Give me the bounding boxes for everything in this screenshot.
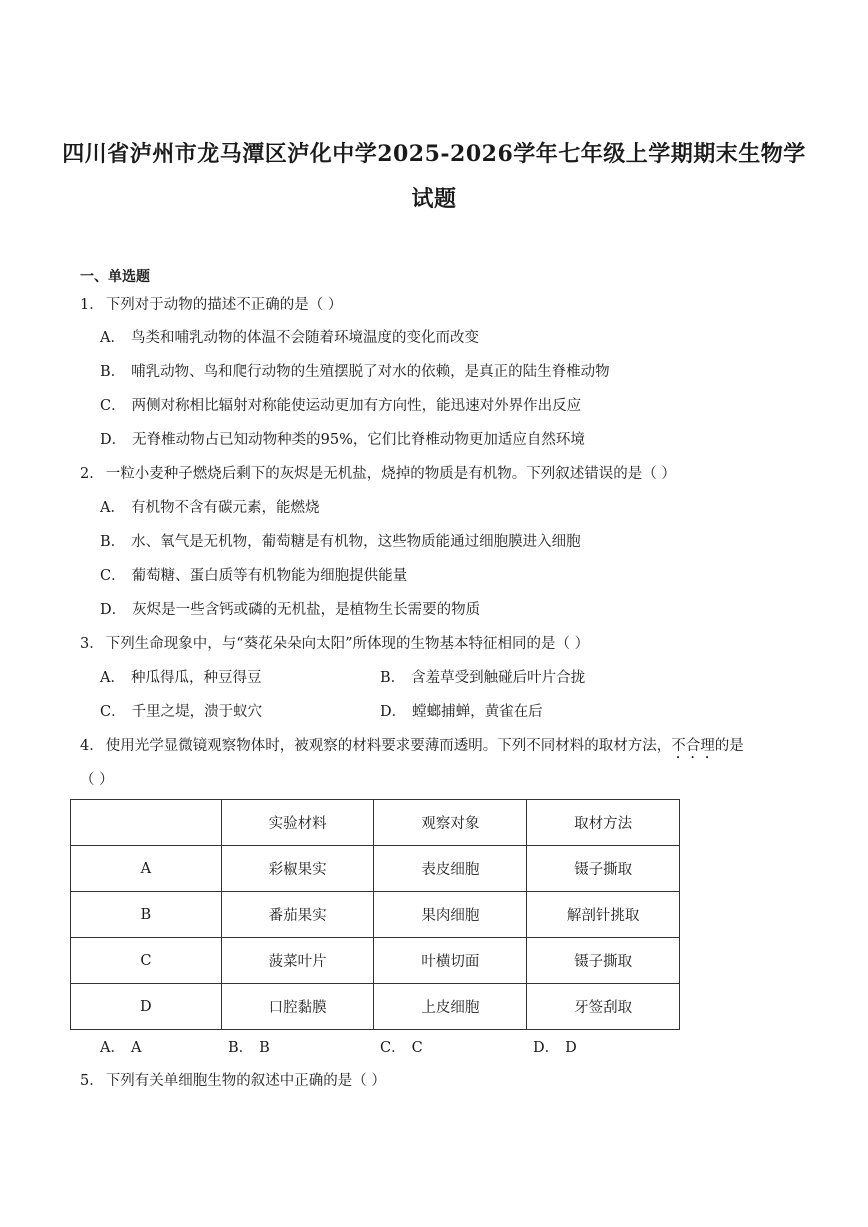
table-cell: 牙签刮取	[527, 984, 680, 1030]
table-cell: 果肉细胞	[374, 892, 527, 938]
option-text: 无脊椎动物占已知动物种类的95%，它们比脊椎动物更加适应自然环境	[132, 432, 585, 448]
option-text: 葡萄糖、蛋白质等有机物能为细胞提供能量	[131, 568, 408, 584]
question-1-option-d	[100, 430, 585, 450]
question-text: 下列生命现象中，与“葵花朵朵向太阳”所体现的生物基本特征相同的是（ ）	[105, 636, 590, 652]
question-2-option-b	[100, 532, 581, 552]
question-4-option-b	[228, 1038, 270, 1058]
table-cell: 解剖针挑取	[527, 892, 680, 938]
table-header-row	[71, 800, 680, 846]
table-cell: 口腔黏膜	[221, 984, 374, 1030]
question-2-option-c	[100, 566, 407, 586]
option-letter: C．	[100, 568, 126, 584]
option-text: B	[259, 1040, 270, 1056]
question-number: 1．	[80, 297, 104, 313]
option-letter: A．	[100, 330, 125, 346]
section-heading: 一、单选题	[80, 269, 150, 285]
question-number: 5．	[80, 1073, 104, 1089]
option-letter: A．	[100, 500, 125, 516]
question-4-stem	[80, 736, 744, 762]
option-letter: C．	[100, 398, 126, 414]
option-text: 灰烬是一些含钙或磷的无机盐，是植物生长需要的物质	[132, 602, 481, 618]
option-letter: A．	[100, 670, 125, 686]
question-number: 4．	[80, 738, 104, 754]
table-cell: 镊子撕取	[527, 938, 680, 984]
question-4-option-c	[380, 1038, 423, 1058]
option-letter: C．	[100, 704, 126, 720]
materials-table	[70, 799, 680, 1030]
option-text: D	[565, 1040, 577, 1056]
option-text: 种瓜得瓜，种豆得豆	[130, 670, 262, 686]
question-text: 下列对于动物的描述不正确的是（ ）	[105, 297, 343, 313]
table-header-cell: 取材方法	[527, 800, 680, 846]
question-2-option-d	[100, 600, 480, 620]
option-letter: B．	[380, 670, 406, 686]
question-4-option-a	[100, 1038, 141, 1058]
option-text: C	[411, 1040, 423, 1056]
table-row	[71, 846, 680, 892]
option-letter: D．	[100, 432, 127, 448]
option-letter: B．	[100, 364, 126, 380]
table-cell: C	[71, 938, 222, 984]
option-text: 螳螂捕蝉，黄雀在后	[412, 704, 543, 720]
table-header-cell: 观察对象	[374, 800, 527, 846]
table-cell: 彩椒果实	[221, 846, 374, 892]
question-1-option-b	[100, 362, 610, 382]
option-letter: D．	[533, 1040, 560, 1056]
option-letter: A．	[100, 1040, 125, 1056]
document-title-line1: 四川省泸州市龙马潭区泸化中学2025-2026学年七年级上学期期末生物学	[62, 141, 806, 167]
table-cell: 菠菜叶片	[221, 938, 374, 984]
question-3-option-d	[380, 702, 543, 722]
option-letter: C．	[380, 1040, 406, 1056]
table-row	[71, 984, 680, 1030]
question-5-stem	[80, 1071, 386, 1091]
question-3-option-b	[380, 668, 585, 688]
emphasized-text: 不合理	[671, 738, 715, 754]
table-row	[71, 892, 680, 938]
question-number: 3．	[80, 636, 104, 652]
table-cell: 镊子撕取	[527, 846, 680, 892]
question-3-stem	[80, 634, 589, 654]
option-text: 哺乳动物、鸟和爬行动物的生殖摆脱了对水的依赖，是真正的陆生脊椎动物	[131, 364, 610, 380]
table-cell: 叶横切面	[374, 938, 527, 984]
option-text: 含羞草受到触碰后叶片合拢	[411, 670, 586, 686]
question-1-option-a	[100, 328, 479, 348]
question-text-end: 的是	[714, 738, 744, 754]
question-text: 下列有关单细胞生物的叙述中正确的是（ ）	[105, 1073, 386, 1089]
option-text: 千里之堤，溃于蚁穴	[131, 704, 263, 720]
option-letter: D．	[100, 602, 127, 618]
option-text: 有机物不含有碳元素，能燃烧	[130, 500, 320, 516]
question-number: 2．	[80, 466, 104, 482]
question-3-option-a	[100, 668, 261, 688]
option-text: A	[130, 1040, 142, 1056]
option-letter: B．	[228, 1040, 254, 1056]
question-3-option-c	[100, 702, 262, 722]
table-cell: 上皮细胞	[374, 984, 527, 1030]
option-text: 两侧对称相比辐射对称能使运动更加有方向性，能迅速对外界作出反应	[131, 398, 582, 414]
option-letter: B．	[100, 534, 126, 550]
question-2-option-a	[100, 498, 319, 518]
document-title-line2: 试题	[411, 186, 457, 212]
option-text: 鸟类和哺乳动物的体温不会随着环境温度的变化而改变	[130, 330, 479, 346]
table-cell: 番茄果实	[221, 892, 374, 938]
table-row	[71, 938, 680, 984]
option-letter: D．	[380, 704, 407, 720]
question-text: 一粒小麦种子燃烧后剩下的灰烬是无机盐，烧掉的物质是有机物。下列叙述错误的是（ ）	[105, 466, 676, 482]
question-1-option-c	[100, 396, 581, 416]
table-header-cell: 实验材料	[221, 800, 374, 846]
question-4-option-d	[533, 1038, 577, 1058]
table-cell: A	[71, 846, 222, 892]
option-text: 水、氧气是无机物，葡萄糖是有机物，这些物质能通过细胞膜进入细胞	[131, 534, 581, 550]
question-2-stem	[80, 464, 676, 484]
table-cell: B	[71, 892, 222, 938]
table-cell: D	[71, 984, 222, 1030]
table-header-cell	[71, 800, 222, 846]
table-cell: 表皮细胞	[374, 846, 527, 892]
question-4-stem-line2: （ ）	[80, 772, 114, 788]
question-text: 使用光学显微镜观察物体时，被观察的材料要求要薄而透明。下列不同材料的取材方法，	[105, 738, 672, 754]
question-1-stem	[80, 295, 342, 315]
